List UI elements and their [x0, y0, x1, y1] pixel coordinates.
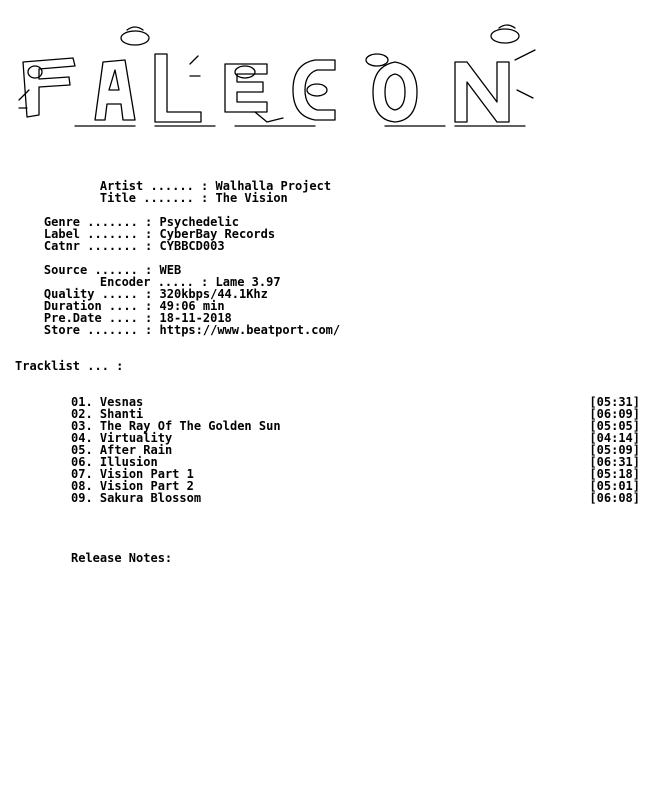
- track-number: 02.: [71, 407, 93, 421]
- track-number: 06.: [71, 455, 93, 469]
- info-store: Store ....... : https://www.beatport.com/: [43, 323, 341, 337]
- track-row: [71, 492, 640, 504]
- track-number: 07.: [71, 467, 93, 481]
- track-name: [71, 492, 201, 504]
- info-artist: Artist ...... : Walhalla Project: [99, 179, 332, 193]
- info-label: Source ......: [43, 263, 138, 277]
- track-title: After Rain: [99, 443, 173, 457]
- info-label: Genre .......: [43, 215, 138, 229]
- info-source: Source ...... : WEB: [43, 263, 182, 277]
- track-number: 05.: [71, 443, 93, 457]
- info-label: Quality .....: [43, 287, 138, 301]
- track-row: [71, 396, 640, 408]
- track-title: Shanti: [99, 407, 144, 421]
- track-duration: [06:31]: [589, 455, 640, 469]
- track-title: Sakura Blossom: [99, 491, 202, 505]
- track-number: 04.: [71, 431, 93, 445]
- track-title: Vesnas: [99, 395, 144, 409]
- track-number: 01.: [71, 395, 93, 409]
- info-value: 18-11-2018: [159, 311, 232, 325]
- banner-logo: [15, 20, 545, 130]
- info-title: Title ....... : The Vision: [99, 191, 288, 205]
- track-duration: [05:01]: [589, 479, 640, 493]
- track-duration: [04:14]: [589, 431, 640, 445]
- info-encoder: Encoder ..... : Lame 3.97: [99, 275, 281, 289]
- track-duration: [05:18]: [589, 467, 640, 481]
- info-label: Pre.Date ....: [43, 311, 138, 325]
- track-duration: [05:05]: [589, 419, 640, 433]
- info-label: Catnr .......: [43, 239, 138, 253]
- info-predate: Pre.Date .... : 18-11-2018: [43, 311, 232, 325]
- info-value: 320kbps/44.1Khz: [159, 287, 268, 301]
- track-number: 09.: [71, 491, 93, 505]
- track-duration: [06:08]: [589, 491, 640, 505]
- track-title: Vision Part 2: [99, 479, 194, 493]
- tracklist-heading: Tracklist ... :: [15, 359, 124, 373]
- info-value: Psychedelic: [159, 215, 239, 229]
- info-value: CyberBay Records: [159, 227, 276, 241]
- store-link: https://www.beatport.com/: [159, 323, 341, 337]
- track-number: 08.: [71, 479, 93, 493]
- info-label-field: Label ....... : CyberBay Records: [43, 227, 276, 241]
- track-duration: [05:09]: [589, 443, 640, 457]
- track-number: 03.: [71, 419, 93, 433]
- track-title: Virtuality: [99, 431, 173, 445]
- info-value: Walhalla Project: [215, 179, 332, 193]
- info-quality: Quality ..... : 320kbps/44.1Khz: [43, 287, 268, 301]
- info-value: WEB: [159, 263, 182, 277]
- info-value: 49:06 min: [159, 299, 225, 313]
- track-title: Illusion: [99, 455, 158, 469]
- info-label: Artist ......: [99, 179, 194, 193]
- info-label: Duration ....: [43, 299, 138, 313]
- info-value: The Vision: [215, 191, 288, 205]
- info-value: Lame 3.97: [215, 275, 281, 289]
- info-catnr: Catnr ....... : CYBBCD003: [43, 239, 225, 253]
- track-title: Vision Part 1: [99, 467, 194, 481]
- release-notes-heading: Release Notes:: [71, 551, 173, 565]
- track-title: The Ray Of The Golden Sun: [99, 419, 281, 433]
- info-value: CYBBCD003: [159, 239, 225, 253]
- info-label: Label .......: [43, 227, 138, 241]
- info-label: Title .......: [99, 191, 194, 205]
- info-label: Encoder .....: [99, 275, 194, 289]
- info-genre: Genre ....... : Psychedelic: [43, 215, 239, 229]
- track-duration: [06:09]: [589, 407, 640, 421]
- track-duration: [05:31]: [589, 395, 640, 409]
- banner-ascii-art: [15, 20, 545, 130]
- info-label: Store .......: [43, 323, 138, 337]
- info-duration: Duration .... : 49:06 min: [43, 299, 225, 313]
